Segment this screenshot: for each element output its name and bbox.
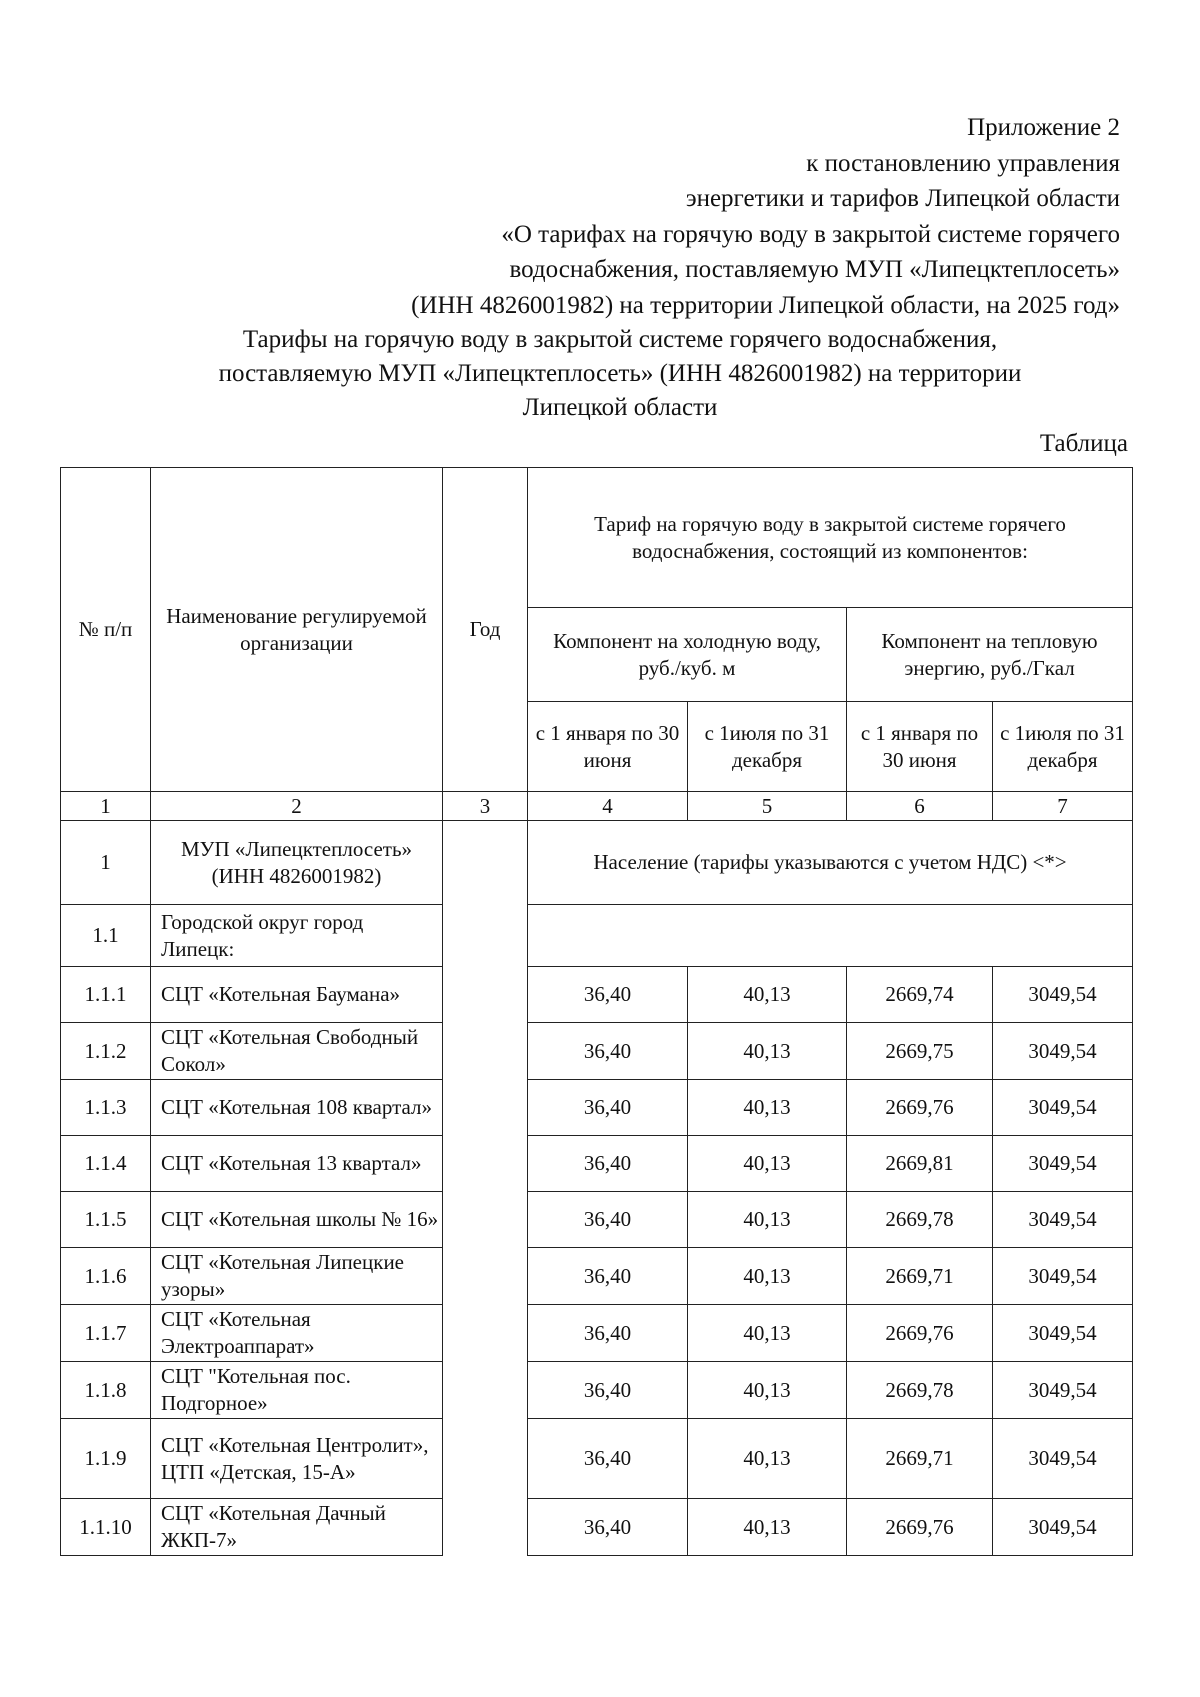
col-number: 5: [688, 792, 847, 821]
header-year: Год: [443, 468, 528, 792]
table-row: [61, 967, 1133, 1023]
row-heat-h2: 3049,54: [993, 967, 1133, 1023]
row-cold-h2: 40,13: [688, 967, 847, 1023]
row-num: 1.1.4: [61, 1136, 151, 1192]
table-row: [61, 1023, 1133, 1080]
title-line: Тарифы на горячую воду в закрытой системе горячего водоснабжения,: [242, 326, 998, 353]
row-heat-h1: 2669,76: [847, 1305, 993, 1362]
title-line: Липецкой области: [522, 394, 718, 421]
header-tariff-group: Тариф на горячую воду в закрытой системе горячего водоснабжения, состоящий из компонентов:: [528, 468, 1133, 608]
row-cold-h1: 36,40: [528, 1499, 688, 1556]
document-title: [150, 323, 1090, 425]
row-name: СЦТ «Котельная Свободный Сокол»: [151, 1023, 443, 1080]
row-heat-h2: 3049,54: [993, 1080, 1133, 1136]
header-org: Наименование регулируемой организации: [151, 468, 443, 792]
table-row: [61, 1192, 1133, 1248]
row-num: 1.1.6: [61, 1248, 151, 1305]
table-row: [61, 1248, 1133, 1305]
org-row-num: 1: [61, 821, 151, 905]
header-period-1: с 1 января по 30 июня: [528, 702, 688, 792]
table-row: [61, 1305, 1133, 1362]
row-num: 1.1.7: [61, 1305, 151, 1362]
row-heat-h1: 2669,75: [847, 1023, 993, 1080]
tariff-table: [60, 467, 1133, 1556]
district-row-empty: [528, 905, 1133, 967]
row-heat-h1: 2669,71: [847, 1248, 993, 1305]
table-row: [61, 1080, 1133, 1136]
row-name: СЦТ «Котельная Липецкие узоры»: [151, 1248, 443, 1305]
appendix-line: к постановлению управления: [806, 149, 1120, 177]
row-num: 1.1.1: [61, 967, 151, 1023]
row-heat-h2: 3049,54: [993, 1192, 1133, 1248]
row-name: СЦТ «Котельная Дачный ЖКП-7»: [151, 1499, 443, 1556]
row-cold-h1: 36,40: [528, 1136, 688, 1192]
row-cold-h2: 40,13: [688, 1023, 847, 1080]
row-num: 1.1.9: [61, 1419, 151, 1499]
row-heat-h2: 3049,54: [993, 1419, 1133, 1499]
row-cold-h2: 40,13: [688, 1136, 847, 1192]
row-cold-h1: 36,40: [528, 1248, 688, 1305]
row-name: СЦТ «Котельная Центролит», ЦТП «Детская, 15-А»: [151, 1419, 443, 1499]
row-name: СЦТ «Котельная 13 квартал»: [151, 1136, 443, 1192]
row-heat-h1: 2669,71: [847, 1419, 993, 1499]
row-heat-h1: 2669,81: [847, 1136, 993, 1192]
row-cold-h1: 36,40: [528, 1362, 688, 1419]
row-cold-h1: 36,40: [528, 967, 688, 1023]
appendix-line: энергетики и тарифов Липецкой области: [685, 185, 1120, 212]
row-num: 1.1.10: [61, 1499, 151, 1556]
appendix-line: водоснабжения, поставляемую МУП «Липецктеплосеть»: [509, 256, 1120, 283]
row-heat-h2: 3049,54: [993, 1499, 1133, 1556]
row-cold-h1: 36,40: [528, 1080, 688, 1136]
org-row-name: МУП «Липецктеплосеть» (ИНН 4826001982): [151, 821, 443, 905]
org-row-note: Население (тарифы указываются с учетом НДС) <*>: [528, 821, 1133, 905]
row-num: 1.1.8: [61, 1362, 151, 1419]
row-num: 1.1.3: [61, 1080, 151, 1136]
row-heat-h1: 2669,76: [847, 1499, 993, 1556]
year-cell: [443, 821, 528, 1556]
row-cold-h2: 40,13: [688, 1362, 847, 1419]
row-heat-h1: 2669,78: [847, 1192, 993, 1248]
appendix-line: (ИНН 4826001982) на территории Липецкой области, на 2025 год»: [411, 291, 1120, 319]
table-row: [61, 1499, 1133, 1556]
row-heat-h2: 3049,54: [993, 1248, 1133, 1305]
row-heat-h1: 2669,74: [847, 967, 993, 1023]
row-cold-h2: 40,13: [688, 1248, 847, 1305]
row-cold-h1: 36,40: [528, 1023, 688, 1080]
appendix-line: Приложение 2: [967, 114, 1120, 141]
row-num: 1.1.2: [61, 1023, 151, 1080]
table-row: [61, 1362, 1133, 1419]
header-cold-component: Компонент на холодную воду, руб./куб. м: [528, 608, 847, 702]
row-heat-h2: 3049,54: [993, 1136, 1133, 1192]
header-heat-component: Компонент на тепловую энергию, руб./Гкал: [847, 608, 1133, 702]
table-label: Таблица: [1039, 430, 1128, 457]
appendix-line: «О тарифах на горячую воду в закрытой системе горячего: [501, 220, 1120, 248]
col-number: 2: [151, 792, 443, 821]
col-number: 1: [61, 792, 151, 821]
row-heat-h1: 2669,76: [847, 1080, 993, 1136]
table-row: [61, 1136, 1133, 1192]
row-cold-h2: 40,13: [688, 1080, 847, 1136]
col-number: 3: [443, 792, 528, 821]
district-row-name: Городской округ город Липецк:: [151, 905, 443, 967]
table-row: [61, 1419, 1133, 1499]
row-cold-h2: 40,13: [688, 1419, 847, 1499]
row-name: СЦТ "Котельная пос. Подгорное»: [151, 1362, 443, 1419]
row-name: СЦТ «Котельная 108 квартал»: [151, 1080, 443, 1136]
row-cold-h1: 36,40: [528, 1305, 688, 1362]
row-cold-h2: 40,13: [688, 1499, 847, 1556]
row-cold-h2: 40,13: [688, 1305, 847, 1362]
district-row-num: 1.1: [61, 905, 151, 967]
row-name: СЦТ «Котельная школы № 16»: [151, 1192, 443, 1248]
row-heat-h2: 3049,54: [993, 1362, 1133, 1419]
header-period-2: с 1июля по 31 декабря: [993, 702, 1133, 792]
row-heat-h2: 3049,54: [993, 1023, 1133, 1080]
col-number: 4: [528, 792, 688, 821]
row-cold-h1: 36,40: [528, 1419, 688, 1499]
row-heat-h1: 2669,78: [847, 1362, 993, 1419]
header-period-2: с 1июля по 31 декабря: [688, 702, 847, 792]
row-num: 1.1.5: [61, 1192, 151, 1248]
row-heat-h2: 3049,54: [993, 1305, 1133, 1362]
row-cold-h2: 40,13: [688, 1192, 847, 1248]
row-name: СЦТ «Котельная Баумана»: [151, 967, 443, 1023]
row-cold-h1: 36,40: [528, 1192, 688, 1248]
header-num: № п/п: [61, 468, 151, 792]
appendix-header: [220, 110, 1120, 323]
col-number: 7: [993, 792, 1133, 821]
col-number: 6: [847, 792, 993, 821]
row-name: СЦТ «Котельная Электроаппарат»: [151, 1305, 443, 1362]
title-line: поставляемую МУП «Липецктеплосеть» (ИНН 4826001982) на территории: [218, 360, 1022, 387]
header-period-1: с 1 января по 30 июня: [847, 702, 993, 792]
